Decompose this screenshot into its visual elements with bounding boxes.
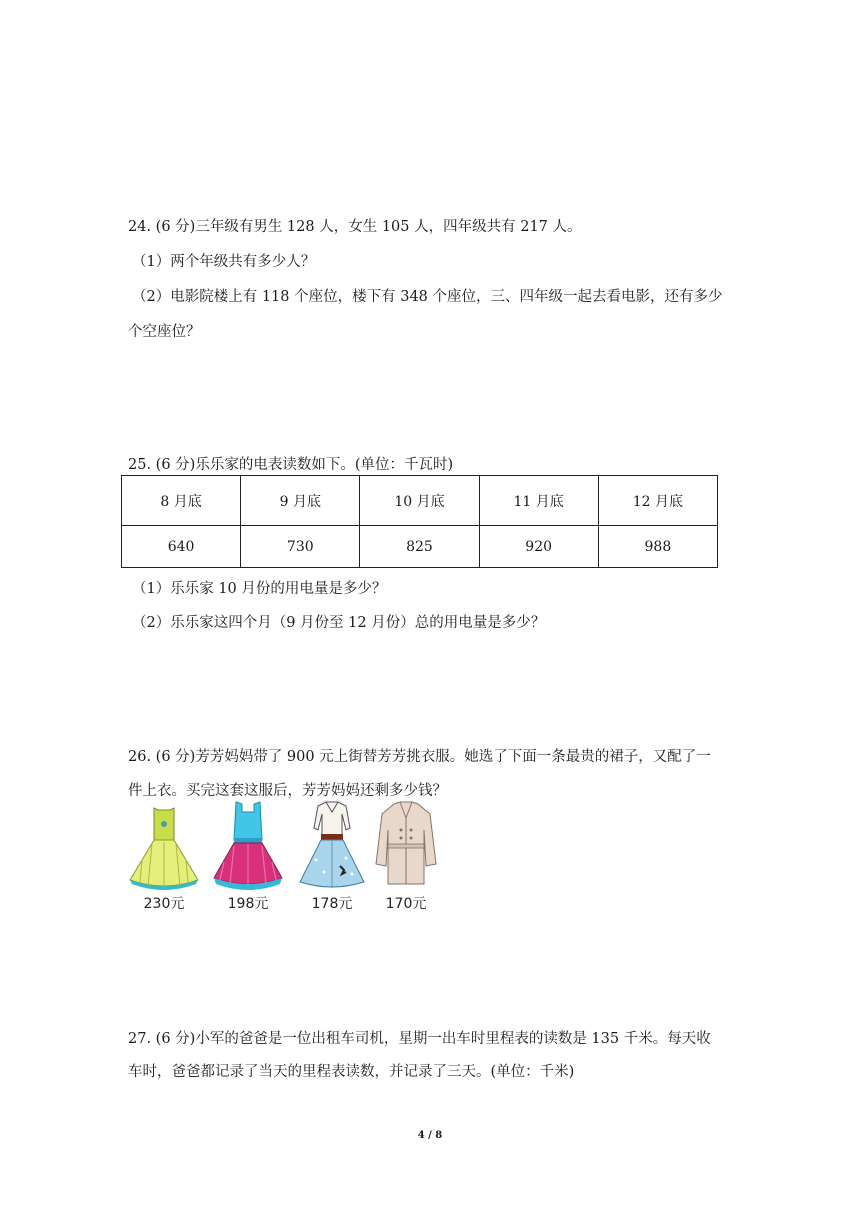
price-label: 198元	[227, 896, 269, 912]
q24-part2-line1: （2）电影院楼上有 118 个座位，楼下有 348 个座位，三、四年级一起去看电影，还有多少	[132, 289, 723, 305]
q26-stem-line2: 件上衣。买完这套这服后，芳芳妈妈还剩多少钱？	[128, 783, 447, 799]
q24-part1: （1）两个年级共有多少人？	[132, 254, 316, 270]
table-header-cell: 9 月底	[241, 476, 360, 526]
clothing-item	[370, 800, 442, 915]
table-value-cell: 825	[360, 526, 479, 568]
q25-part2: （2）乐乐家这四个月（9 月份至 12 月份）总的用电量是多少？	[132, 615, 546, 631]
clothing-item	[212, 800, 284, 915]
table-value-cell: 640	[122, 526, 241, 568]
clothing-item	[296, 800, 368, 915]
meter-reading-table	[121, 475, 718, 568]
table-header-cell: 10 月底	[360, 476, 479, 526]
table-value-cell: 730	[241, 526, 360, 568]
table-value-row	[122, 526, 718, 568]
table-header-row	[122, 476, 718, 526]
q25-stem: 25. (6 分)乐乐家的电表读数如下。(单位：千瓦时)	[128, 457, 454, 473]
price-label: 170元	[385, 896, 427, 912]
table-header-cell: 11 月底	[479, 476, 598, 526]
q24-stem: 24. (6 分)三年级有男生 128 人，女生 105 人，四年级共有 217 人。	[128, 219, 582, 235]
q26-stem-line1: 26. (6 分)芳芳妈妈带了 900 元上街替芳芳挑衣服。她选了下面一条最贵的裙子，又配了一	[128, 749, 711, 765]
table-header-cell: 12 月底	[598, 476, 717, 526]
pink-dress-icon	[212, 800, 284, 892]
yellow-dress-icon	[128, 800, 200, 892]
q25-part1: （1）乐乐家 10 月份的用电量是多少？	[132, 581, 387, 597]
page-number: 4 / 8	[417, 1130, 443, 1141]
coat-icon	[370, 800, 442, 892]
q27-stem-line2: 车时，爸爸都记录了当天的里程表读数，并记录了三天。(单位：千米)	[128, 1064, 575, 1080]
table-header-cell: 8 月底	[122, 476, 241, 526]
q24-part2-line2: 个空座位？	[128, 324, 201, 340]
blue-dress-icon	[296, 800, 368, 892]
table-value-cell: 920	[479, 526, 598, 568]
price-label: 230元	[143, 896, 185, 912]
price-label: 178元	[311, 896, 353, 912]
clothes-options	[128, 800, 448, 915]
clothing-item	[128, 800, 200, 915]
table-value-cell: 988	[598, 526, 717, 568]
q27-stem-line1: 27. (6 分)小军的爸爸是一位出租车司机，星期一出车时里程表的读数是 135 千米。每天收	[128, 1031, 711, 1047]
